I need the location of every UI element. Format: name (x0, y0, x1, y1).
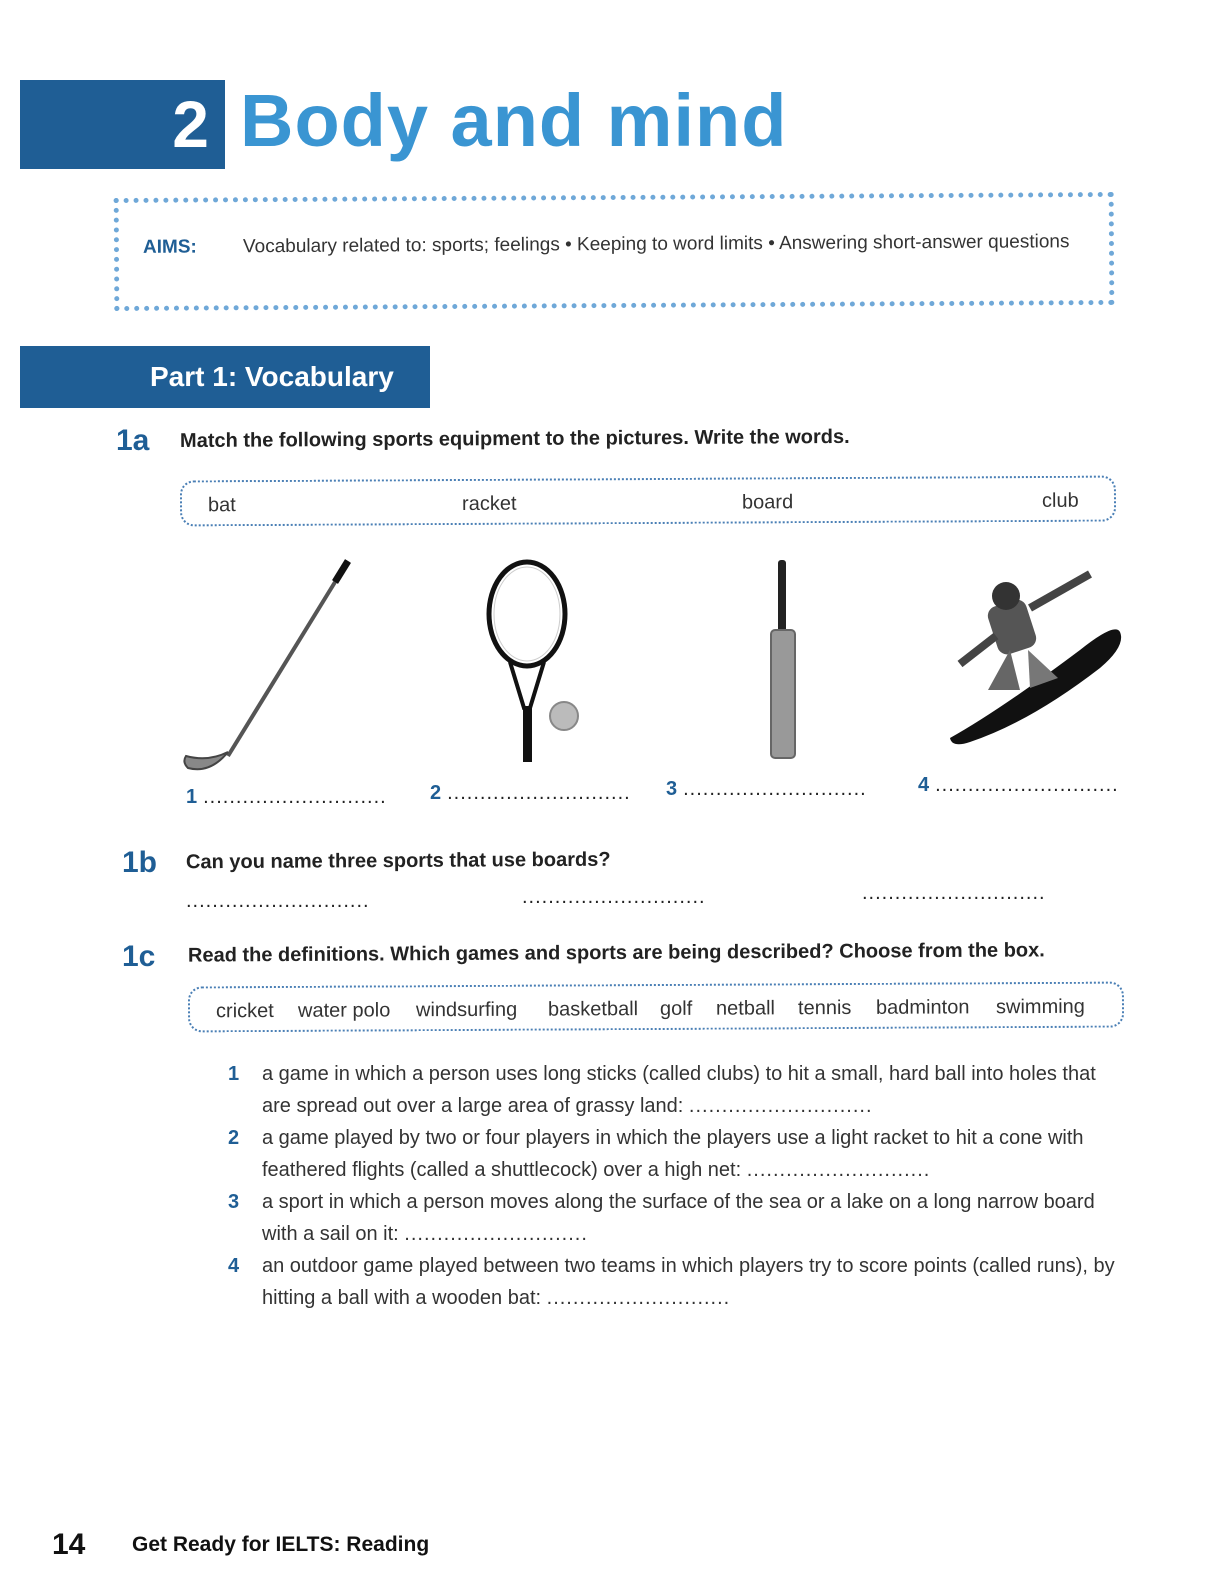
definition-text: a sport in which a person moves along the surface of the sea or a lake on a long narrow board with a sail on it: (262, 1191, 1095, 1245)
picture-blank-number: 1 (186, 786, 198, 808)
unit-number: 2 (172, 87, 209, 161)
snowboarder-icon (940, 560, 1130, 750)
word-board: board (741, 491, 794, 514)
board-sport-blank-2[interactable]: ............................ (522, 886, 706, 908)
part-header: Part 1: Vocabulary (20, 346, 430, 408)
picture-blank-1[interactable] (186, 786, 387, 809)
definition-number: 2 (228, 1127, 240, 1149)
exercise-1a-number: 1a (116, 424, 150, 457)
word-box-1c (188, 982, 1124, 1033)
book-title: Get Ready for IELTS: Reading (132, 1533, 430, 1556)
definition-list (228, 1058, 1128, 1314)
word-netball: netball (715, 997, 776, 1020)
definition-number: 3 (228, 1191, 240, 1213)
definition-answer-dots[interactable]: ............................ (688, 1095, 873, 1117)
picture-blank-3[interactable] (666, 778, 867, 801)
answer-dots: ............................ (447, 782, 631, 804)
board-sport-blank-1[interactable]: ............................ (186, 890, 370, 912)
tennis-racket-icon (480, 558, 590, 768)
aims-box (114, 192, 1115, 311)
definition-item-2 (228, 1122, 1128, 1186)
word-water-polo: water polo (297, 999, 391, 1022)
word-racket: racket (461, 492, 517, 515)
exercise-1c-number: 1c (122, 940, 156, 973)
exercise-1c-instruction: Read the definitions. Which games and sports are being described? Choose from the box. (187, 939, 1045, 967)
page-number: 14 (52, 1528, 86, 1561)
picture-blank-number: 3 (666, 778, 678, 800)
board-sport-blank-3[interactable]: ............................ (862, 882, 1046, 904)
definition-text: a game in which a person uses long sticks (called clubs) to hit a small, hard ball into holes that are spread out over a large area of grassy land: (262, 1063, 1096, 1117)
word-basketball: basketball (547, 998, 639, 1021)
picture-blank-4[interactable] (918, 774, 1119, 797)
exercise-1b-number: 1b (122, 846, 158, 879)
unit-title: Body and mind (240, 79, 788, 162)
answer-dots: ............................ (935, 774, 1119, 796)
exercise-1a-instruction: Match the following sports equipment to the pictures. Write the words. (179, 425, 850, 453)
golf-club-icon (180, 556, 360, 781)
definition-text: an outdoor game played between two teams in which players try to score points (called runs), by hitting a ball with a wooden bat: (262, 1255, 1115, 1309)
definition-answer-dots[interactable]: ............................ (746, 1159, 931, 1181)
word-badminton: badminton (875, 996, 970, 1019)
picture-blank-number: 4 (918, 774, 930, 796)
picture-blank-2[interactable] (430, 782, 631, 805)
definition-number: 1 (228, 1063, 240, 1085)
word-swimming: swimming (995, 995, 1085, 1019)
word-bat: bat (207, 494, 236, 517)
definition-number: 4 (228, 1255, 240, 1277)
definition-item-4 (228, 1250, 1128, 1314)
unit-number-badge (20, 80, 225, 169)
exercise-1b-instruction: Can you name three sports that use boards? (185, 848, 611, 874)
word-box-1a (180, 476, 1116, 527)
word-windsurfing: windsurfing (415, 998, 518, 1022)
picture-blank-number: 2 (430, 782, 442, 804)
word-golf: golf (659, 997, 693, 1020)
word-cricket: cricket (215, 1000, 274, 1023)
definition-item-1 (228, 1058, 1128, 1122)
definition-text: a game played by two or four players in which the players use a light racket to hit a cone with feathered flights (called a shuttlecock) over a high net: (262, 1127, 1084, 1181)
definition-answer-dots[interactable]: ............................ (404, 1223, 588, 1245)
definition-item-3 (228, 1186, 1128, 1250)
answer-dots: ............................ (203, 786, 387, 808)
word-tennis: tennis (797, 996, 852, 1020)
answer-dots: ............................ (683, 778, 867, 800)
aims-text: Vocabulary related to: sports; feelings • Keeping to word limits • Answering short-answer questions (242, 231, 1070, 258)
cricket-bat-icon (760, 558, 810, 763)
definition-answer-dots[interactable]: ............................ (546, 1287, 731, 1309)
aims-label: AIMS: (142, 236, 197, 258)
word-club: club (1041, 489, 1079, 512)
